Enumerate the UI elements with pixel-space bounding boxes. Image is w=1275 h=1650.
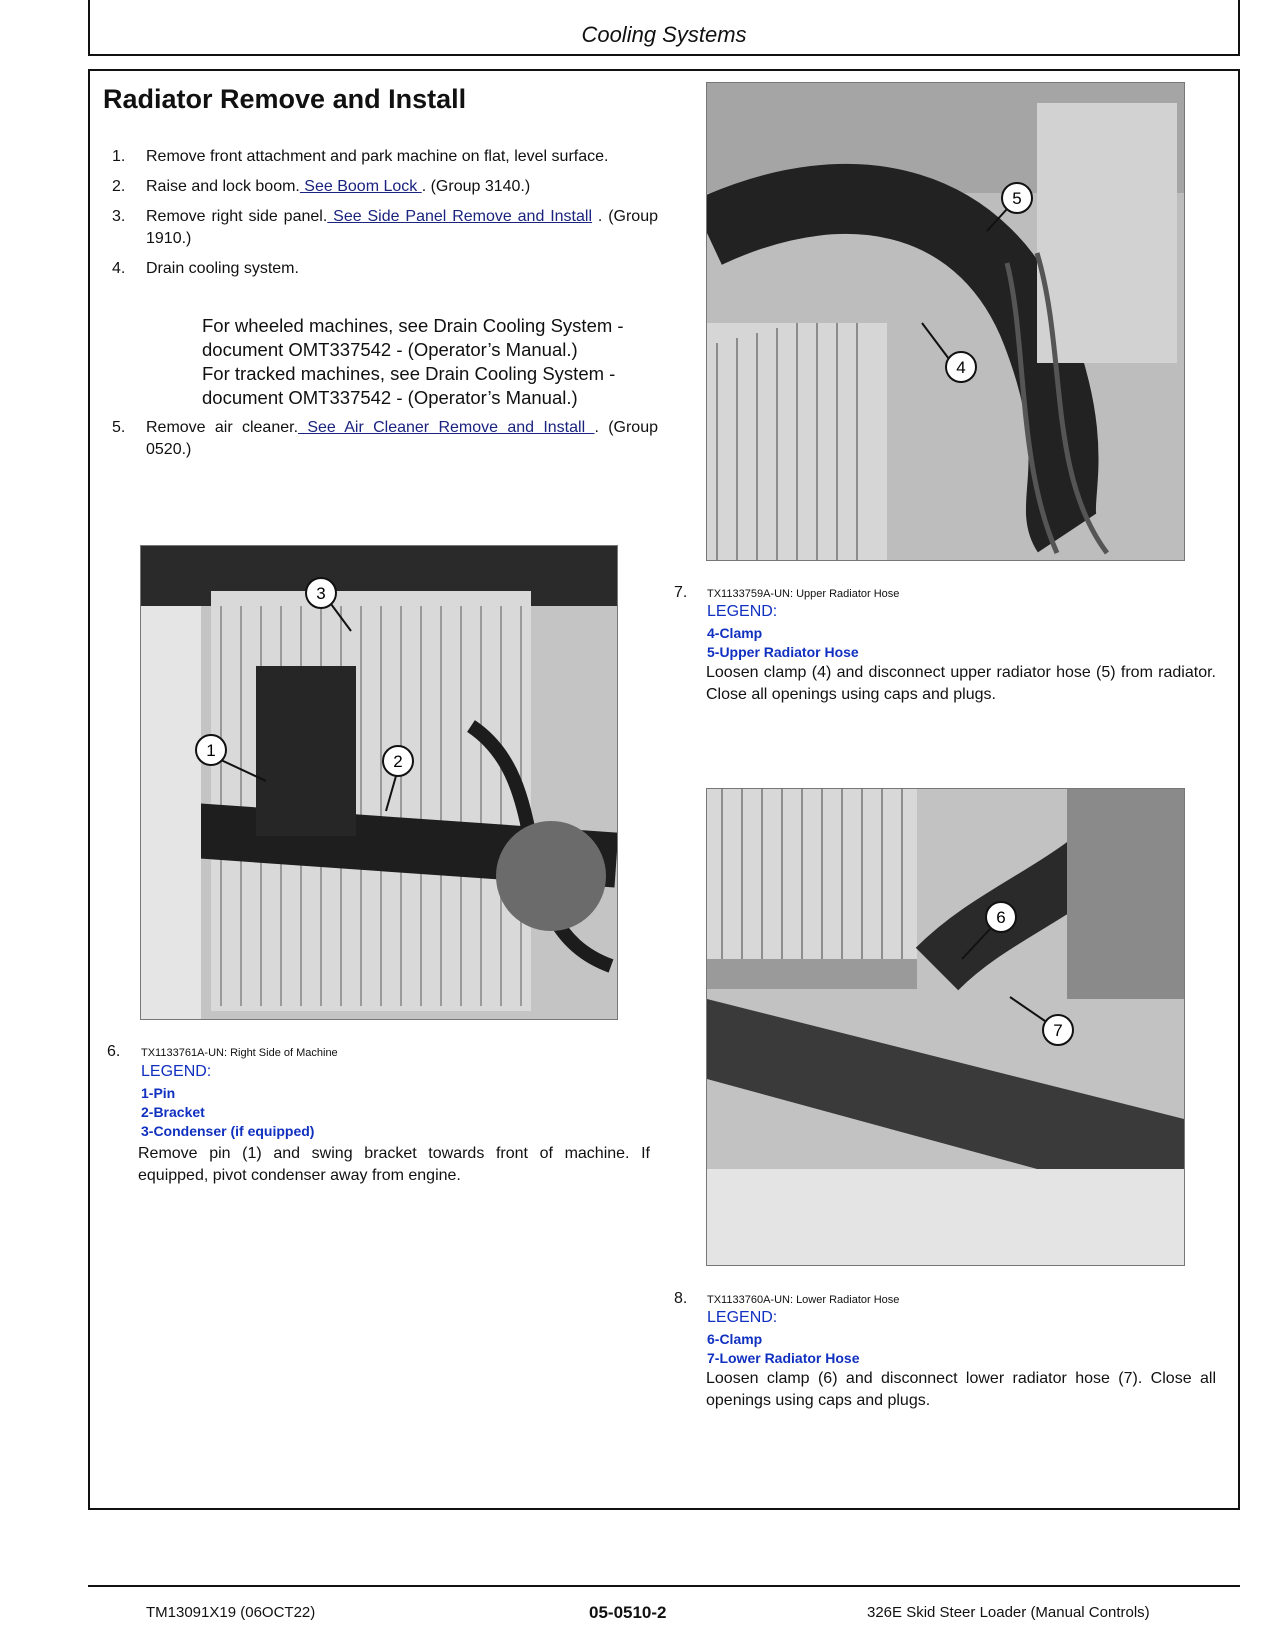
step-4 bbox=[108, 258, 658, 280]
step-3 bbox=[108, 206, 658, 250]
note-wheeled: For wheeled machines, see Drain Cooling System - document OMT337542 - (Operator’s Manual.) bbox=[202, 315, 624, 360]
figure-7-number: 7. bbox=[674, 584, 688, 601]
step-text: Drain cooling system. bbox=[146, 260, 299, 277]
callout-3: 3 bbox=[316, 584, 326, 603]
air-cleaner-link[interactable]: See Air Cleaner Remove and Install bbox=[298, 419, 595, 436]
photo-right-side-of-machine bbox=[140, 545, 618, 1020]
step-text-after: . (Group 3140.) bbox=[421, 178, 531, 195]
step-number: 3. bbox=[112, 208, 126, 225]
side-panel-link[interactable]: See Side Panel Remove and Install bbox=[327, 208, 593, 225]
step-text: Raise and lock boom. bbox=[146, 178, 300, 195]
boom-lock-link[interactable]: See Boom Lock bbox=[299, 178, 422, 195]
note-tracked: For tracked machines, see Drain Cooling System - document OMT337542 - (Operator’s Manual.) bbox=[202, 363, 616, 408]
callout-7: 7 bbox=[1053, 1021, 1063, 1040]
callout-6: 6 bbox=[996, 908, 1006, 927]
legend-item-bracket: 2-Bracket bbox=[141, 1104, 205, 1120]
step-2 bbox=[108, 176, 658, 198]
step-number: 1. bbox=[112, 148, 126, 165]
photo-lower-radiator-hose bbox=[706, 788, 1185, 1266]
figure-6-number: 6. bbox=[107, 1043, 121, 1060]
drain-note bbox=[202, 314, 662, 410]
step-number: 4. bbox=[112, 260, 126, 277]
photo-upper-radiator-hose bbox=[706, 82, 1185, 561]
figure-7-legend-title: LEGEND: bbox=[707, 603, 778, 620]
page-header bbox=[88, 0, 1240, 56]
figure-8-caption: TX1133760A-UN: Lower Radiator Hose bbox=[707, 1294, 900, 1306]
header-title: Cooling Systems bbox=[581, 22, 747, 47]
step-text-after: . (Group 0520.) bbox=[146, 419, 659, 458]
footer-page-number: 05-0510-2 bbox=[589, 1603, 667, 1622]
legend-item-clamp: 4-Clamp bbox=[707, 625, 763, 641]
steps-list-continued bbox=[108, 417, 658, 469]
figure-7-text: Loosen clamp (4) and disconnect upper radiator hose (5) from radiator. Close all openings using caps and plugs. bbox=[706, 664, 1216, 703]
figure-6-legend-title: LEGEND: bbox=[141, 1063, 212, 1080]
callout-2: 2 bbox=[393, 752, 403, 771]
footer-rule bbox=[88, 1585, 1240, 1587]
figure-8-text: Loosen clamp (6) and disconnect lower radiator hose (7). Close all openings using caps and plugs. bbox=[706, 1370, 1216, 1409]
legend-item-condenser: 3-Condenser (if equipped) bbox=[141, 1123, 315, 1139]
section-title: Radiator Remove and Install bbox=[103, 84, 467, 114]
step-text: Remove right side panel. bbox=[146, 208, 328, 225]
legend-item-pin: 1-Pin bbox=[141, 1085, 176, 1101]
legend-item-lower-hose: 7-Lower Radiator Hose bbox=[707, 1350, 860, 1366]
figure-8-number: 8. bbox=[674, 1290, 688, 1307]
legend-item-upper-hose: 5-Upper Radiator Hose bbox=[707, 644, 859, 660]
callout-5: 5 bbox=[1012, 189, 1022, 208]
footer-product-name: 326E Skid Steer Loader (Manual Controls) bbox=[867, 1604, 1150, 1621]
legend-item-clamp: 6-Clamp bbox=[707, 1331, 763, 1347]
step-1 bbox=[108, 146, 658, 168]
callout-4: 4 bbox=[956, 358, 966, 377]
step-text: Remove front attachment and park machine on flat, level surface. bbox=[146, 148, 609, 165]
figure-8-legend-title: LEGEND: bbox=[707, 1309, 778, 1326]
callout-1: 1 bbox=[206, 741, 216, 760]
figure-7-caption: TX1133759A-UN: Upper Radiator Hose bbox=[707, 588, 900, 600]
step-text: Remove air cleaner. bbox=[146, 419, 299, 436]
step-number: 5. bbox=[112, 419, 126, 436]
step-number: 2. bbox=[112, 178, 126, 195]
footer-document-id: TM13091X19 (06OCT22) bbox=[146, 1604, 316, 1621]
step-text-after: . (Group 1910.) bbox=[146, 208, 659, 247]
figure-6-caption: TX1133761A-UN: Right Side of Machine bbox=[141, 1047, 338, 1059]
steps-list bbox=[108, 146, 658, 288]
figure-6-text: Remove pin (1) and swing bracket towards front of machine. If equipped, pivot condenser away from engine. bbox=[138, 1145, 650, 1184]
step-5 bbox=[108, 417, 658, 461]
